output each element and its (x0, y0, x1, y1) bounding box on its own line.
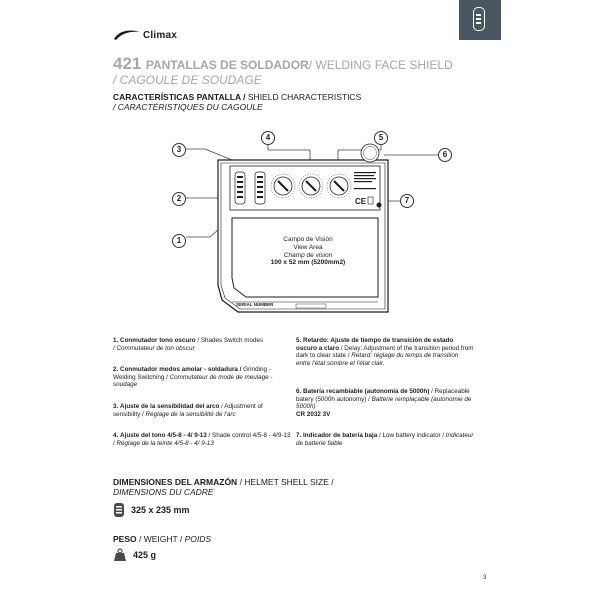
feature-3-fr: Réglage de la sensibilité de l'arc (143, 410, 236, 418)
characteristics-fr: / CARACTÉRISTIQUES DU CAGOULE (113, 102, 263, 112)
view-area-fr: Champ de vision (283, 251, 333, 259)
weight-value: 425 g (133, 550, 157, 560)
view-area-label (250, 236, 366, 267)
feature-2-num: 2. (113, 366, 119, 373)
feature-6-fr: Batterie remplaçable (autonomie de 5000h) (296, 395, 472, 411)
svg-text:CE: CE (355, 197, 367, 206)
feature-1-en: / Shades Switch modes (195, 337, 264, 344)
weight-icon (113, 548, 127, 562)
feature-2-en: Grinding - Welding Switching / (113, 366, 271, 381)
title-es: PANTALLAS DE SOLDADOR (145, 58, 309, 72)
feature-1-es: Conmutador tono oscuro (120, 337, 196, 344)
feature-3 (113, 403, 291, 418)
page-number: 3 (483, 575, 487, 581)
view-area-size: 100 x 52 mm (5200mm2) (270, 259, 346, 267)
callout-5: 5 (374, 131, 388, 145)
feature-1-fr: / Commutateur de ton obscur (113, 344, 195, 352)
dimensions-heading (113, 477, 334, 497)
feature-7-en: / Low battery indicator / (377, 432, 445, 439)
dimensions-value: 325 x 235 mm (131, 505, 190, 515)
feature-1-num: 1. (113, 337, 119, 344)
feature-5-fr: Retard: réglage du temps de transition entre l'état sombre et l'état clair. (296, 352, 459, 367)
callout-2: 2 (172, 192, 186, 206)
feature-4-fr: Réglage de la teinte 4/5-8 - 4/ 9-13 (114, 439, 214, 447)
callout-7: 7 (400, 194, 414, 208)
feature-4-num: 4. (113, 432, 119, 439)
title-fr: / CAGOULE DE SOUDAGE (113, 73, 262, 87)
brand-name: Climax (143, 29, 177, 41)
feature-2-fr: Commutateur de mode de meulage - soudage (113, 373, 273, 389)
feature-5 (296, 337, 474, 367)
feature-4 (113, 432, 291, 447)
feature-4-es: Ajuste del tono 4/5-8 - 4/ 9-13 (120, 432, 207, 439)
feature-2-es: Conmutador modos amolar - soldadura / (120, 366, 242, 373)
characteristics-en: SHIELD CHARACTERISTICS (245, 92, 362, 102)
feature-7-es: Indicador de batería baja (303, 432, 378, 439)
feature-2 (113, 366, 291, 389)
weight-es: PESO (113, 534, 137, 544)
feature-6 (296, 388, 474, 418)
feature-5-es: Retardo: Ajuste de tiempo de transición de estado oscuro a claro (296, 337, 454, 352)
callout-3: 3 (172, 143, 186, 157)
serial-label: SERIAL NUMBER (236, 302, 274, 307)
callout-4: 4 (261, 131, 275, 145)
feature-7-num: 7. (296, 432, 302, 439)
weight-fr: POIDS (182, 534, 212, 544)
feature-6-en: / Replaceable batery (5000h autonomy) / (296, 388, 470, 403)
feature-6-es: Batería recambiable (autonomía de 5000h) (303, 388, 430, 395)
dimensions-es: DIMENSIONES DEL ARMAZÓN (113, 477, 238, 487)
weight-en: / WEIGHT / (136, 534, 183, 544)
view-area-en: View Area (293, 243, 323, 251)
feature-5-num: 5. (296, 337, 302, 344)
helmet-icon (113, 502, 125, 518)
callout-6: 6 (438, 148, 452, 162)
feature-5-en: / Delay: Adjustment of the transition period from dark to clear state / (296, 344, 474, 360)
callout-1: 1 (172, 234, 186, 248)
dimensions-spec (113, 502, 190, 518)
feature-7-fr: Indicateur de batterie faible (296, 432, 474, 447)
feature-7 (296, 432, 474, 447)
dimensions-en: / HELMET SHELL SIZE / (237, 477, 334, 487)
feature-6-extra: CR 2032 3V (296, 410, 331, 418)
dimensions-fr: DIMENSIONS DU CADRE (113, 487, 214, 497)
product-number: 421 (113, 54, 142, 73)
title-en: / WELDING FACE SHIELD (308, 58, 453, 72)
feature-3-en: / Adjustment of sensibility / (113, 403, 263, 418)
view-area-es: Campo de Visión (283, 236, 333, 243)
feature-6-num: 6. (296, 388, 302, 395)
feature-3-num: 3. (113, 403, 119, 410)
weight-spec (113, 548, 156, 562)
characteristics-es: CARACTERÍSTICAS PANTALLA / (113, 92, 246, 102)
feature-4-en: / Shade control 4/5-8 - 4/9-13 / (113, 432, 291, 447)
feature-1 (113, 337, 291, 352)
feature-3-es: Ajuste de la sensibilidad del arco (120, 403, 220, 410)
weight-heading (113, 534, 211, 544)
